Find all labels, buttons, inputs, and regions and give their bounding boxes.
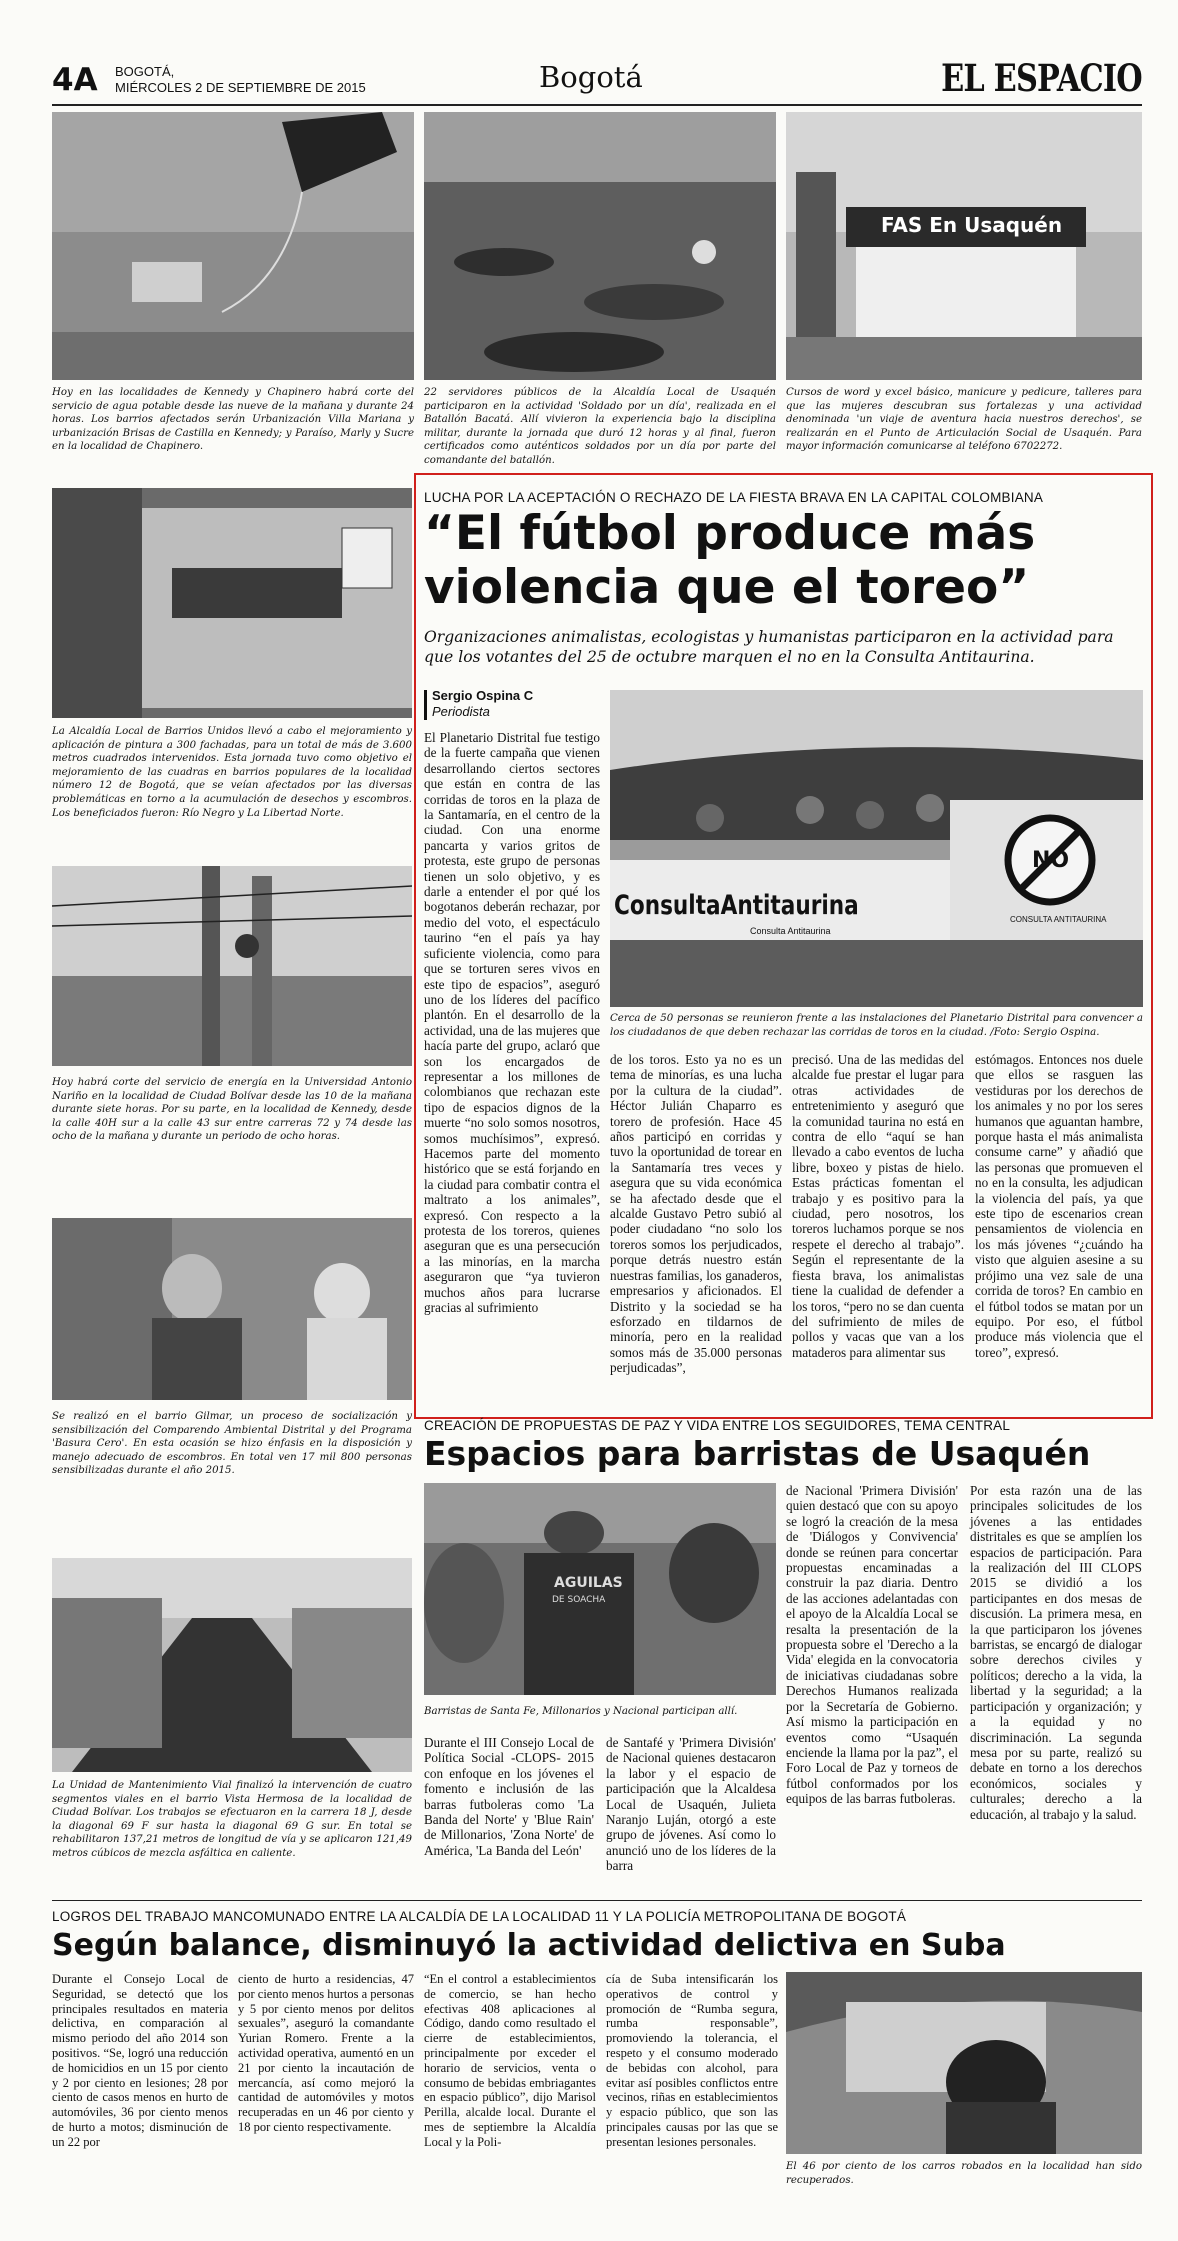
stolen-car-caption: El 46 por ciento de los carros robados en la localidad han sido recuperados. — [786, 2161, 1142, 2186]
main-col-2 — [610, 1052, 782, 1376]
suba-col-4 — [606, 1972, 778, 2150]
suba-col-1-text: Durante el Consejo Local de Seguridad, se detectó que los principales resultados en materia delictiva, en comparación al mismo periodo del año 2014 son positivos. “Se, logró una reducción de homicidios en un 15 por ciento y 2 por ciento en lesiones; 28 por ciento de casos menos en hurto de automóviles, 36 por ciento menos de hurto a motos; disminución de un 22 por — [52, 1972, 228, 2149]
barristas-col-2-text: de Santafé y 'Primera División' de Nacional quienes destacaron la labor y el espacio de participación que la Alcaldesa Local de Usaquén, Julieta Naranjo Luján, otorgó a este grupo de jóvenes. Así como lo anunció uno de los líderes de la barra — [606, 1735, 776, 1874]
barristas-headline: Espacios para barristas de Usaquén — [424, 1434, 1091, 1473]
fas-usaquen-photo — [786, 112, 1142, 380]
main-col-3 — [792, 1052, 964, 1360]
water-tap-photo — [52, 112, 414, 380]
main-col-1 — [424, 730, 600, 1315]
gilmar-photo — [52, 1218, 412, 1400]
protest-banner-text: ConsultaAntitaurina — [614, 890, 859, 921]
protest-photo-caption: Cerca de 50 personas se reunieron frente a las instalaciones del Planetario Distrital para convencer a los ciudadanos de que deben rechazar las corridas de toros en la ciudad. /Foto: Sergio Ospina. — [610, 1013, 1143, 1038]
gilmar-caption: Se realizó en el barrio Gilmar, un proceso de socialización y sensibilización del Comparendo Ambiental Distrital y del Programa 'Basura Cero'. En esta ocasión se hizo énfasis en la disposición y manejo adecuado de escombros. En total ven 17 mil 800 personas sensibilizadas durante el año 2015. — [52, 1411, 412, 1477]
stolen-car-photo — [786, 1972, 1142, 2154]
section-title: Bogotá — [539, 60, 643, 94]
soldiers-photo — [424, 112, 776, 380]
suba-col-2-text: ciento de hurto a residencias, 47 por ciento menos hurtos a personas y 5 por ciento menos por delitos sexuales”, aseguró la comandante Yurian Romero. Frente a la actividad operativa, aumentó en un 21 por ciento la incautación de mercancía, así como mejoró la cantidad de automóviles y motos recuperadas en un 46 por ciento y 18 por ciento respectivamente. — [238, 1972, 415, 2134]
protest-banner-subtext: Consulta Antitaurina — [750, 926, 831, 936]
cap-text-2: DE SOACHA — [552, 1595, 606, 1605]
main-kicker: LUCHA POR LA ACEPTACIÓN O RECHAZO DE LA FIESTA BRAVA EN LA CAPITAL COLOMBIANA — [424, 490, 1044, 505]
barristas-col-4 — [970, 1483, 1142, 1822]
header-city: BOGOTÁ, — [115, 64, 175, 79]
power-line-photo — [52, 866, 412, 1066]
facades-photo — [52, 488, 412, 718]
barristas-col-3-text: de Nacional 'Primera División' quien destacó que con su apoyo se logró la creación de la mesa de 'Diálogos y Convivencia' donde se reúnen para concertar propuestas encaminadas a construir la paz diaria. Dentro de las acciones adelantadas con el apoyo de la Alcaldía Local se resalta la presentación de la propuesta sobre el 'Derecho a la Vida' elegida en la convocatoria de iniciativas ciudadanas sobre Derechos Humanos realizada por la Secretaría de Gobierno. Así mismo la participación en eventos como “Usaquén enciende la llama por la paz”, el Foro Local de Paz y torneos de fútbol conformados por los equipos de las barras futboleras. — [786, 1483, 958, 1807]
barristas-col-3 — [786, 1483, 958, 1807]
barristas-col-2 — [606, 1735, 776, 1874]
header-date: MIÉRCOLES 2 DE SEPTIEMBRE DE 2015 — [115, 80, 366, 95]
suba-col-4-text: cía de Suba intensificarán los operativos de control y promoción de “Rumba segura, rumba responsable”, promoviendo la tolerancia, el respeto y el consumo moderado de bebidas con alcohol, para evitar así posibles conflictos entre vecinos, riñas en establecimientos y espacio público, que son las principales causas por las que se presentan lesiones personales. — [606, 1972, 778, 2149]
main-col-4-text: estómagos. Entonces nos duele que ellos se rasguen las vestiduras por los derechos de los animales y no por los seres humanos que aguantan hambre, porque hasta el más animalista consume carne” y añadió que las personas que promueven el no en la consulta, les adjudican la violencia del país, ya que este tipo de escenarios crean pensamientos de violencia en los más jóvenes “¿cuándo ha visto que alguien asesine a su prójimo una vez sale de una corrida de toros? En cambio en el fútbol todos se matan por un equipo. Por eso, el fútbol produce más violencia que el toreo”, expresó. — [975, 1052, 1143, 1360]
no-sign-subtext: CONSULTA ANTITAURINA — [1010, 915, 1107, 924]
byline-bar — [424, 690, 427, 720]
barristas-caption: Barristas de Santa Fe, Millonarios y Nacional participan allí. — [424, 1706, 738, 1717]
main-subhead: Organizaciones animalistas, ecologistas y humanistas participaron en la actividad para que los votantes del 25 de octubre marquen el no en la Consulta Antitaurina. — [424, 628, 1114, 666]
barristas-kicker: CREACIÓN DE PROPUESTAS DE PAZ Y VIDA ENTRE LOS SEGUIDORES, TEMA CENTRAL — [424, 1418, 1011, 1433]
barristas-col-1-text: Durante el III Consejo Local de Política Social -CLOPS- 2015 con enfoque en los jóvenes el fomento e inclusión de las barras futboleras como 'La Banda del Norte' y 'Blue Rain' de Millonarios, 'Zona Norte' de América, 'La Banda del León' — [424, 1735, 594, 1858]
suba-col-3-text: “En el control a establecimientos de comercio, se han hecho efectivas 408 aplicaciones al Código, dando como resultado el cierre de establecimientos, principalmente por exceder el horario de servicios, venta o consumo de bebidas embriagantes en espacio público”, dijo Marisol Perilla, alcalde local. Durante el mes de septiembre la Alcaldía Local y la Poli- — [424, 1972, 596, 2149]
suba-col-3 — [424, 1972, 596, 2150]
main-col-4 — [975, 1052, 1143, 1360]
main-col-3-text: precisó. Una de las medidas del alcalde fue prestar el lugar para otras actividades de entretenimiento y aseguró que la comunidad taurina no está en contra de ello “aquí se han llevado a cabo eventos de lucha libre, boxeo y pistas de hielo. Estas prácticas fomentan el trabajo y es positivo para la ciudad, pero nosotros, los toreros luchamos porque se nos respete el derecho al trabajo”. Según el representante de la fiesta brava, los animalistas tiene la cualidad de defender a los toros, “pero no se dan cuenta del sufrimiento de miles de pollos y vacas que van a los mataderos para alimentar sus — [792, 1052, 964, 1360]
facades-caption: La Alcaldía Local de Barrios Unidos llevó a cabo el mejoramiento y aplicación de pintura a 300 fachadas, para un total de más de 3.600 metros cuadrados intervenidos. Esta jornada tuvo como objetivo el mejoramiento de las cuadras en barrios populares de la localidad número 12 de Bogotá, que se veían afectados por las diversas problemáticas en torno a la acumulación de desechos y escombros. Los beneficiados fueron: Río Negro y La Libertad Norte. — [52, 726, 412, 819]
header-rule — [52, 104, 1142, 106]
no-sign-text: NO — [1032, 848, 1070, 873]
barristas-photo — [424, 1483, 776, 1695]
fas-sign-text: FAS En Usaquén — [881, 213, 1063, 237]
cap-text: AGUILAS — [554, 1575, 623, 1591]
main-col-1-text: El Planetario Distrital fue testigo de la fuerte campaña que vienen desarrollando ciertos sectores que están en contra de las corridas de toros en la plaza de la Santamaría, en el centro de la ciudad. Con una enorme pancarta y varios gritos de protesta, este grupo de personas tienen un solo objetivo, y es darle a entender el por qué los bogotanos deberán rechazar, por medio del voto, el espectáculo taurino “en el país ya hay suficiente violencia, como para que se torturen seres vivos en este tipo de espacios”, aseguró uno de los líderes del pacífico plantón. En el desarrollo de la actividad, una de las mujeres que hacía parte del grupo, aclaró que son los encargados de representar a los millones de colombianos que rechazan este tipo de espacios dignos de la muerte “no solo somos nosotros, somos muchísimos”, expresó. Hacemos parte del momento histórico que se está forjando en la ciudad para combatir contra el maltrato a los animales”, expresó. Con respecto a la protesta de los toreros, quienes aseguran que es una persecución a las minorías, en la marcha aseguraron que “ya tuvieron muchos años para lucrarse gracias al sufrimiento — [424, 730, 600, 1316]
suba-col-1 — [52, 1972, 228, 2150]
page-number: 4A — [52, 62, 98, 98]
suba-col-2 — [238, 1972, 414, 2135]
road-caption: La Unidad de Mantenimiento Vial finalizó la intervención de cuatro segmentos viales en el barrio Vista Hermosa de la localidad de Ciudad Bolívar. Los trabajos se efectuaron en la carrera 18 J, desde la diagonal 69 F sur hasta la diagonal 69 G sur. En total se rehabilitaron 137,21 metros de longitud de vía y se aplicaron 121,49 metros cúbicos de mezcla asfáltica en caliente. — [52, 1780, 412, 1859]
barristas-col-4-text: Por esta razón una de las principales solicitudes de los jóvenes a las entidades distritales es que se amplíen los espacios de participación. Para la realización del III CLOPS 2015 se dividió a los participantes en dos mesas de discusión. La primera mesa, en la que participaron los jóvenes barristas, se encargó de dialogar sobre derechos civiles y políticos; derecho a la vida, la libertad y la seguridad; a la participación y organización; y a la equidad y no discriminación. La segunda mesa por su parte, realizó su debate en torno a los derechos económicos, sociales y culturales; derecho a la educación, al trabajo y la salud. — [970, 1483, 1142, 1822]
page-header — [52, 56, 1142, 106]
soldiers-caption: 22 servidores públicos de la Alcaldía Local de Usaquén participaron en la actividad 'Soldado por un día', realizada en el Batallón Bacatá. Allí vivieron la experiencia bajo la disciplina militar, durante la jornada que duró 12 horas y al final, fueron certificados como auténticos soldados por un día por parte del comandante del batallón. — [424, 387, 776, 466]
courses-caption: Cursos de word y excel básico, manicure y pedicure, talleres para que las mujeres descubran sus fortalezas y una actividad denominada 'un viaje de aventura hacia nuestros derechos', se realizarán en el Punto de Articulación Social de Usaquén. Para mayor información comunicarse al teléfono 6702272. — [786, 387, 1142, 453]
main-headline-line2: violencia que el toreo” — [424, 560, 1030, 615]
suba-top-rule — [52, 1900, 1142, 1901]
protest-photo — [610, 690, 1143, 1007]
road-photo — [52, 1558, 412, 1772]
water-cut-caption: Hoy en las localidades de Kennedy y Chapinero habrá corte del servicio de agua potable desde las nueve de la mañana y durante 24 horas. Los barrios afectados serán Urbanización Villa Mariana y urbanización Brisas de Castilla en Kennedy; y Paraíso, Marly y Sucre en la localidad de Chapinero. — [52, 387, 414, 453]
power-cut-caption: Hoy habrá corte del servicio de energía en la Universidad Antonio Nariño en la localidad de Ciudad Bolívar desde las 10 de la mañana durante siete horas. Por su parte, en la localidad de Kennedy, desde la calle 40H sur a la calle 43 sur entre carreras 72 y 74 desde las ocho de la mañana y durante un periodo de ocho horas. — [52, 1077, 412, 1143]
suba-headline: Según balance, disminuyó la actividad delictiva en Suba — [52, 1928, 1006, 1963]
author-role: Periodista — [432, 704, 490, 719]
main-headline-line1: “El fútbol produce más — [424, 506, 1036, 561]
masthead: EL ESPACIO — [941, 56, 1142, 100]
suba-kicker: LOGROS DEL TRABAJO MANCOMUNADO ENTRE LA ALCALDÍA DE LA LOCALIDAD 11 Y LA POLICÍA METROPOLITANA DE BOGOTÁ — [52, 1909, 907, 1924]
barristas-col-1 — [424, 1735, 594, 1858]
main-col-2-text: de los toros. Esto ya no es un tema de minorías, es una lucha por la cultura de la ciudad”. Héctor Julián Chaparro es torero de profesión. Hace 45 años participó en corridas y tuvo la oportunidad de torear en la Santamaría tres veces y asegura que su vida económica se ha afectado desde que el alcalde Gustavo Petro subió al poder ciudadano “no solo los toreros somos los perjudicados, porque detrás nuestro están nuestras familias, los ganaderos, empresarios y aficionados. El Distrito y la sociedad se ha esforzado en tildarnos de minoría, pero en la realidad somos más de 35.000 personas perjudicadas”, — [610, 1052, 782, 1376]
author-name: Sergio Ospina C — [432, 688, 534, 703]
